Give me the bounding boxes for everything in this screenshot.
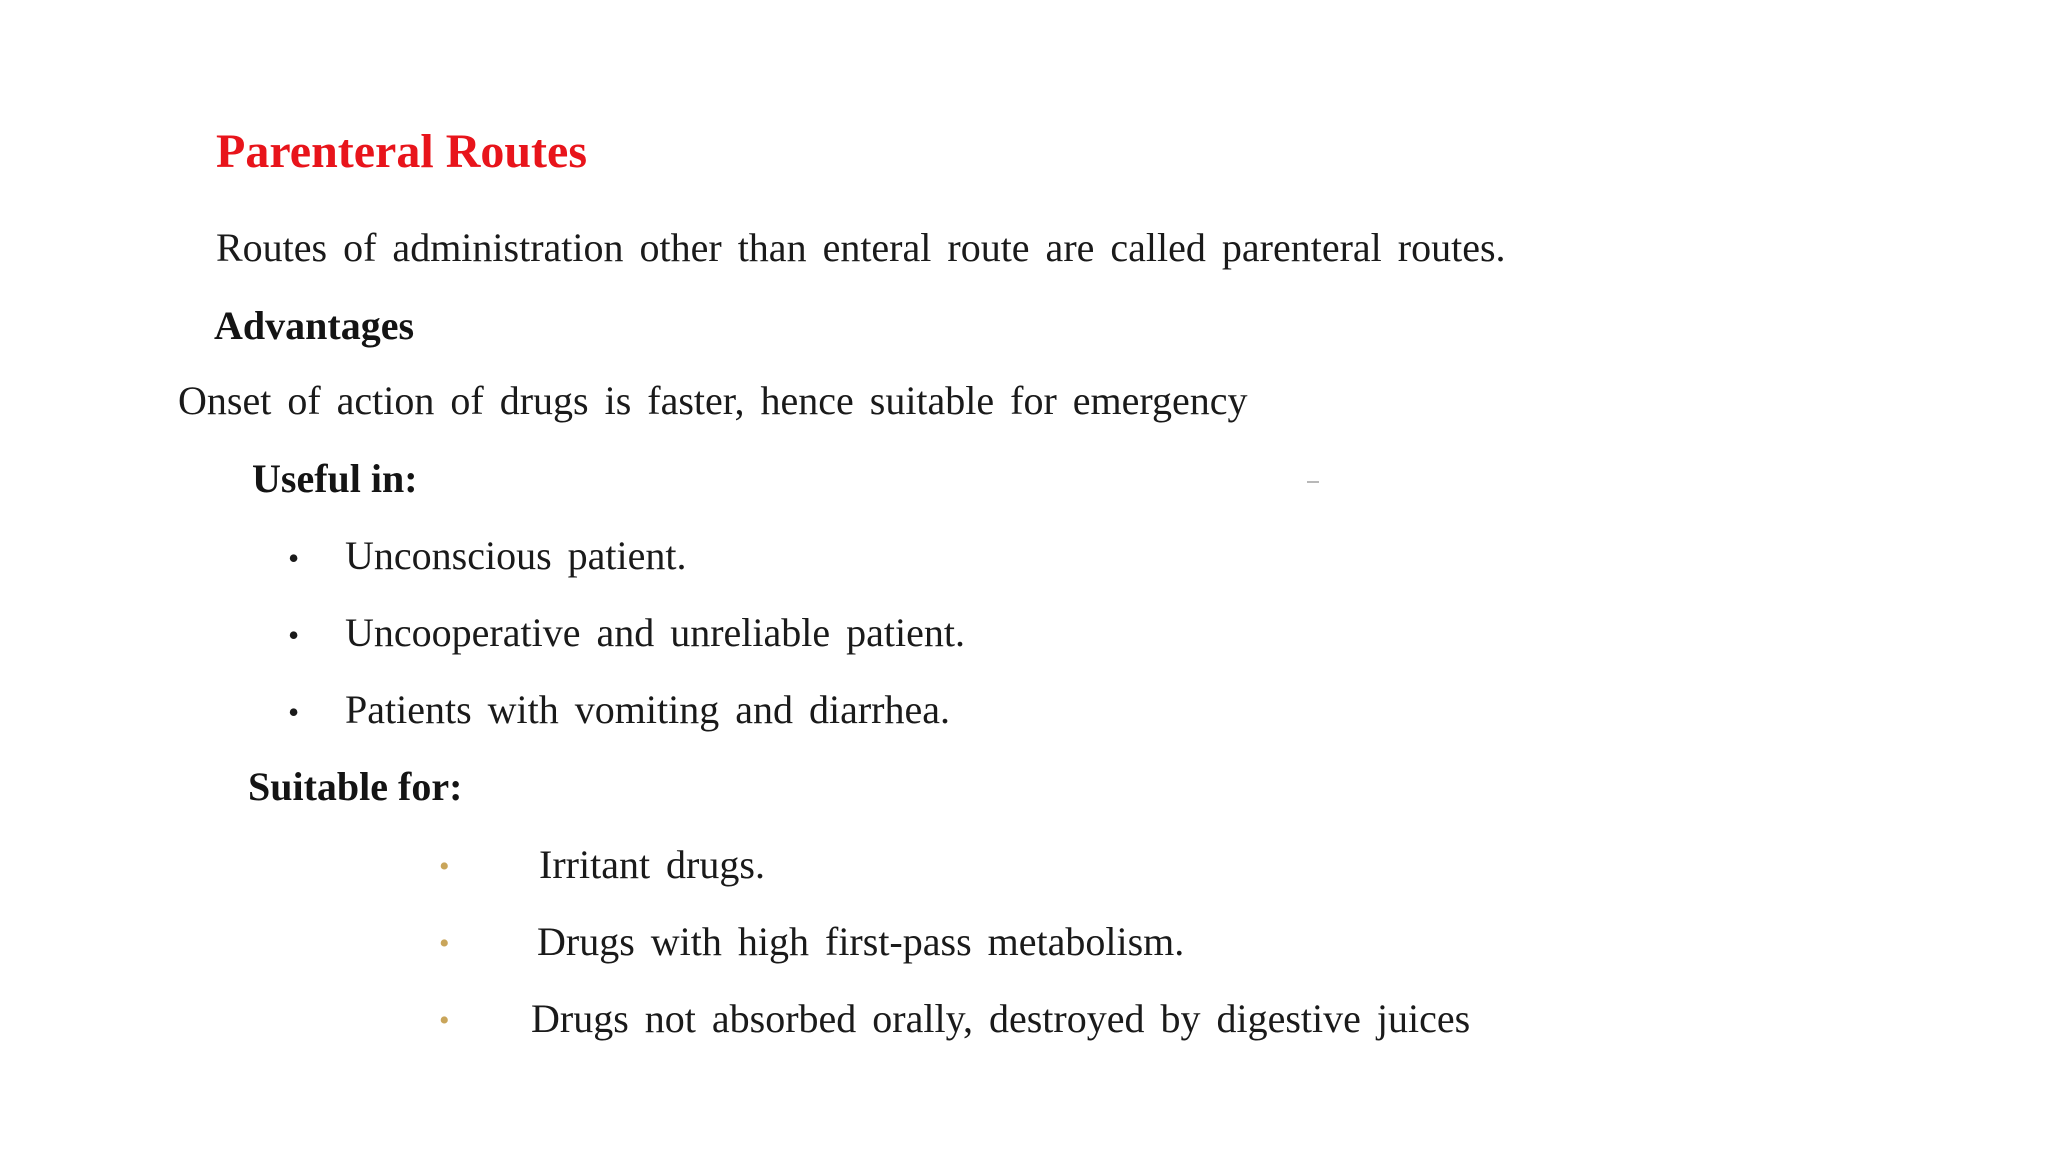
bullet-icon: • [439,850,450,883]
useful-item: Uncooperative and unreliable patient. [345,610,965,655]
useful-item: Unconscious patient. [345,533,687,578]
bullet-icon: • [439,1004,450,1037]
useful-item: Patients with vomiting and diarrhea. [345,687,950,732]
bullet-icon: • [288,694,300,730]
useful-heading: Useful in: [252,456,418,501]
definition-text: Routes of administration other than enteral route are called parenteral routes. [216,225,1506,270]
suitable-item: Drugs with high first-pass metabolism. [537,919,1185,964]
slide-title: Parenteral Routes [216,125,588,178]
advantage-text: Onset of action of drugs is faster, hence suitable for emergency [178,378,1248,423]
suitable-heading: Suitable for: [248,764,463,809]
suitable-item: Drugs not absorbed orally, destroyed by digestive juices [531,996,1471,1041]
suitable-item: Irritant drugs. [539,842,765,887]
stray-dash-mark [1307,481,1319,483]
advantages-heading: Advantages [214,303,415,348]
bullet-icon: • [288,540,300,576]
bullet-icon: • [288,617,300,653]
bullet-icon: • [439,927,450,960]
